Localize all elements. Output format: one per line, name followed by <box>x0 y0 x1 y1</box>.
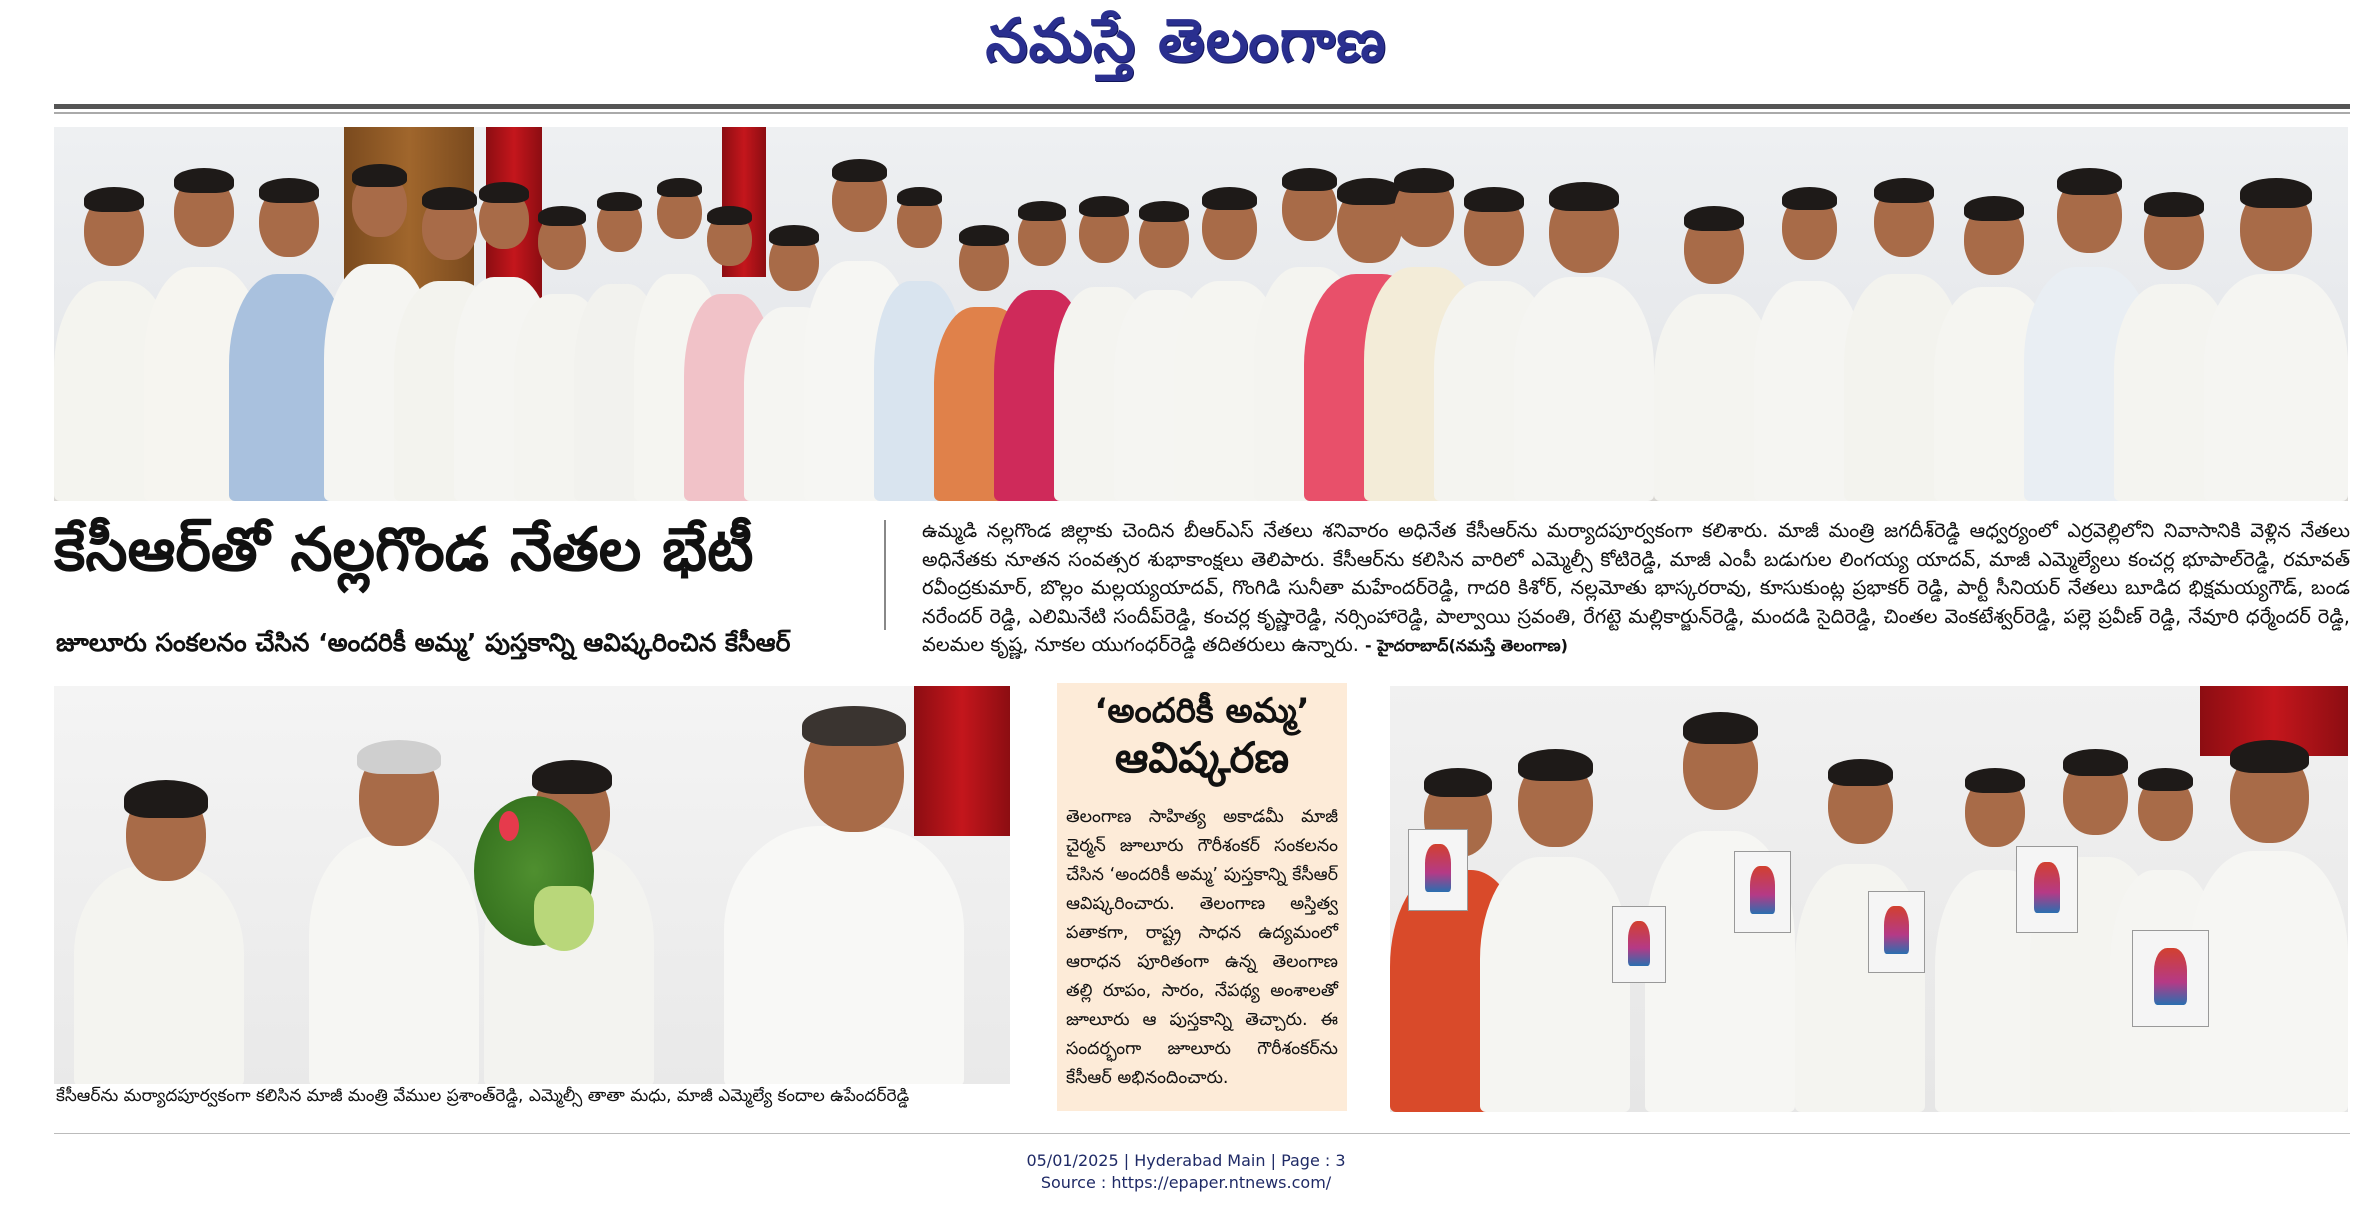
divider <box>884 520 886 630</box>
photo-caption: కేసీఆర్‌ను మర్యాదపూర్వకంగా కలిసిన మాజీ మంత్రి వేముల ప్రశాంత్‌రెడ్డి, ఎమ్మెల్సీ తాతా మధు, మాజీ ఎమ్మెల్యే కందాల ఉపేందర్‌రెడ్డి <box>56 1086 910 1106</box>
book-image <box>1612 906 1666 983</box>
dateline: - హైదరాబాద్(నమస్తే తెలంగాణ) <box>1365 636 1568 655</box>
footer <box>0 1150 2372 1194</box>
book-image <box>2016 846 2078 933</box>
book-image <box>1868 891 1925 973</box>
plant-pot <box>534 886 594 951</box>
source-link[interactable]: Source : https://epaper.ntnews.com/ <box>1040 1173 1332 1192</box>
article-body: ఉమ్మడి నల్లగొండ జిల్లాకు చెందిన బీఆర్‌ఎస్ నేతలు శనివారం అధినేత కేసీఆర్‌ను మర్యాదపూర్వకంగా కలిశారు. మాజీ మంత్రి జగదీశ్‌రెడ్డి ఆధ్వర్యంలో ఎర్రవెల్లిలోని నివాసానికి వెళ్లిన నేతలు అధినేతకు నూతన సంవత్సర శుభాకాంక్షలు తెలిపారు. కేసీఆర్‌ను కలిసిన వారిలో ఎమ్మెల్సీ కోటిరెడ్డి, మాజీ ఎంపీ బడుగుల లింగయ్య యాదవ్, మాజీ ఎమ్మెల్యేలు కంచర్ల భూపాల్‌రెడ్డి, రమావత్ రవీంద్రకుమార్, బొల్లం మల్లయ్యయాదవ్, గొంగిడి సునీతా మహేందర్‌రెడ్డి, గాదరి కిశోర్, నల్లమోతు భాస్కరరావు, కూసుకుంట్ల ప్రభాకర్ రెడ్డి, పార్టీ సీనియర్ నేతలు బూడిద భిక్షమయ్యగౌడ్, బండ నరేందర్ రెడ్డి, ఎలిమినేటి సందీప్‌రెడ్డి, కంచర్ల కృష్ణారెడ్డి, నర్సింహారెడ్డి, పాల్వాయి స్రవంతి, రేగట్టె మల్లికార్జున్‌రెడ్డి, మందడి సైదిరెడ్డి, చింతల వెంకటేశ్వర్‌రెడ్డి, పల్లె ప్రవీణ్ రెడ్డి, నేవూరి ధర్మేందర్ రెడ్డి, వలమల కృష్ణ, నూకల యుగంధర్‌రెడ్డి తదితరులు ఉన్నారు. <box>922 519 2350 657</box>
box-body: తెలంగాణ సాహిత్య అకాడమీ మాజీ చైర్మన్ జూలూరు గౌరీశంకర్ సంకలనం చేసిన ‘అందరికీ అమ్మ’ పుస్తకాన్ని కేసీఆర్ ఆవిష్కరించారు. తెలంగాణ అస్తిత్వ పతాకగా, రాష్ట్ర సాధన ఉద్యమంలో ఆరాధన పూరితంగా ఉన్న తెలంగాణ తల్లి రూపం, సారం, నేపథ్య అంశాలతో జూలూరు ఆ పుస్తకాన్ని తెచ్చారు. ఈ సందర్భంగా జూలూరు గౌరీశంకర్‌ను కేసీఆర్ అభినందించారు. <box>1066 807 1338 1088</box>
footer-rule <box>54 1133 2350 1134</box>
masthead <box>0 6 2372 90</box>
person-figure <box>2190 716 2348 1112</box>
masthead-rule-thin <box>54 112 2350 114</box>
person-figure <box>1480 726 1630 1112</box>
edition-info: 05/01/2025 | Hyderabad Main | Page : 3 <box>1026 1151 1346 1170</box>
book-launch-photo <box>1390 686 2348 1112</box>
box-subtitle: ఆవిష్కరణ <box>1114 733 1290 782</box>
newspaper-title: నమస్తే తెలంగాణ <box>985 6 1387 76</box>
book-image <box>1734 851 1791 933</box>
box-title: ‘అందరికీ అమ్మ’ <box>1094 691 1310 731</box>
person-figure <box>2204 157 2348 501</box>
subheadline: జూలూరు సంకలనం చేసిన ‘అందరికీ అమ్మ’ పుస్తకాన్ని ఆవిష్కరించిన కేసీఆర్ <box>56 628 791 657</box>
book-image <box>2132 930 2209 1027</box>
book-image <box>1408 829 1468 911</box>
meeting-photo <box>54 686 1010 1084</box>
group-photo <box>54 127 2348 501</box>
headline: కేసీఆర్‌తో నల్లగొండ నేతల భేటీ <box>54 515 754 585</box>
masthead-rule <box>54 104 2350 109</box>
book-launch-box <box>1057 683 1347 1111</box>
flower-image <box>499 811 519 841</box>
person-figure <box>1514 162 1654 501</box>
